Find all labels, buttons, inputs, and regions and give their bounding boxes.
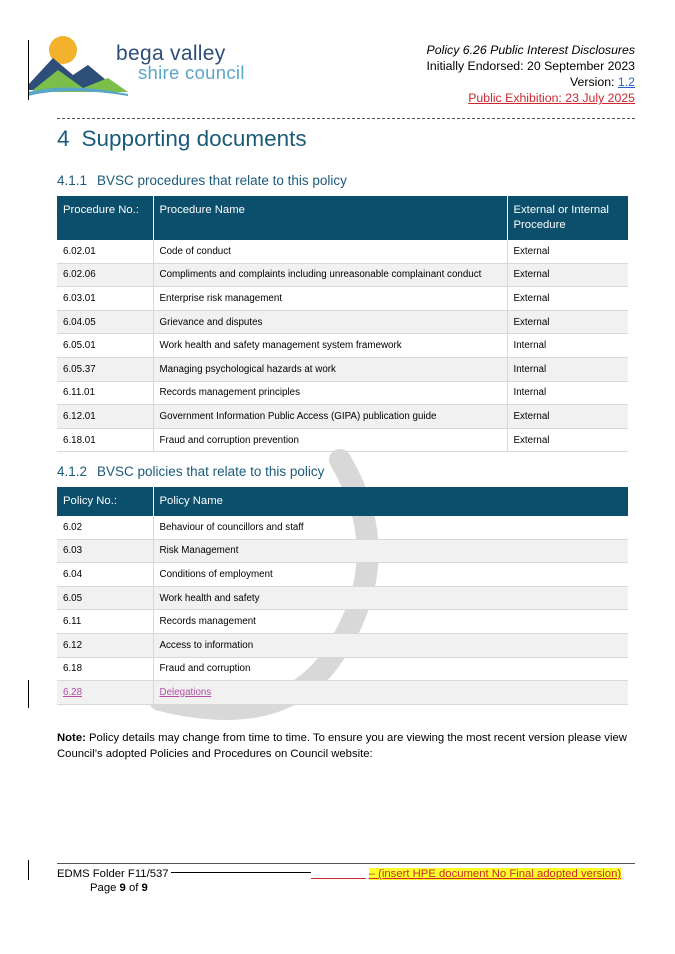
cell-no: 6.02.06: [57, 263, 153, 287]
table-row: [57, 633, 628, 657]
cell-name: Records management: [153, 610, 628, 634]
header-meta: [427, 42, 636, 106]
cell-name: Work health and safety management system framework: [153, 334, 507, 358]
policies-table: [57, 487, 628, 705]
page-current: 9: [119, 882, 126, 894]
cell-name: Behaviour of councillors and staff: [153, 516, 628, 539]
cell-type: External: [507, 310, 628, 334]
page-of: of: [125, 882, 142, 894]
procedures-title: BVSC procedures that relate to this policy: [97, 173, 347, 188]
cell-no: 6.03: [57, 539, 153, 563]
cell-type: External: [507, 240, 628, 263]
table-row: [57, 428, 628, 452]
cell-no: 6.18: [57, 657, 153, 681]
table-row: [57, 657, 628, 681]
section-heading: [57, 126, 307, 152]
cell-name: Fraud and corruption: [153, 657, 628, 681]
table-row-delegations[interactable]: [57, 681, 628, 705]
cell-type: External: [507, 405, 628, 429]
table-row: [57, 381, 628, 405]
table-row: [57, 610, 628, 634]
procedures-header-row: [57, 196, 628, 240]
page-number: [90, 882, 148, 894]
cell-type: Internal: [507, 357, 628, 381]
policies-heading: [57, 464, 324, 479]
footer-divider: [57, 863, 635, 864]
cell-type: Internal: [507, 381, 628, 405]
policies-number: 4.1.2: [57, 464, 88, 479]
note-text: Policy details may change from time to time. To ensure you are viewing the most recent version please view Council’s adopted Policies and Procedures on Council website:: [57, 732, 627, 760]
cell-no: 6.12.01: [57, 405, 153, 429]
col-policy-no: Policy No.:: [57, 487, 153, 516]
policies-title: BVSC policies that relate to this policy: [97, 464, 325, 479]
cell-no: 6.05.37: [57, 357, 153, 381]
note-label: Note:: [57, 732, 86, 744]
version-value: 1.2: [617, 75, 635, 89]
cell-name: Conditions of employment: [153, 563, 628, 587]
header-divider: [57, 118, 635, 119]
edms-folder: EDMS Folder F11/537: [57, 868, 169, 880]
cell-no: 6.18.01: [57, 428, 153, 452]
page-prefix: Page: [90, 882, 120, 894]
table-row: [57, 516, 628, 539]
cell-no: 6.11.01: [57, 381, 153, 405]
cell-no: 6.02: [57, 516, 153, 539]
logo-mountains-icon: [28, 30, 128, 110]
procedures-heading: [57, 173, 347, 188]
margin-change-bar: [28, 860, 29, 880]
margin-change-bar: [28, 680, 29, 708]
cell-type: External: [507, 287, 628, 311]
cell-no: 6.05.01: [57, 334, 153, 358]
procedures-table: [57, 196, 628, 452]
cell-name: Managing psychological hazards at work: [153, 357, 507, 381]
edms-blank-red: [311, 878, 366, 879]
page-total: 9: [141, 882, 148, 894]
table-row: [57, 263, 628, 287]
cell-type: External: [507, 428, 628, 452]
logo-line-1: bega valley: [116, 42, 226, 65]
cell-no-link[interactable]: 6.28: [57, 681, 153, 705]
col-policy-name: Policy Name: [153, 487, 628, 516]
cell-name: Enterprise risk management: [153, 287, 507, 311]
cell-name: Risk Management: [153, 539, 628, 563]
cell-name: Fraud and corruption prevention: [153, 428, 507, 452]
endorsed-date: Initially Endorsed: 20 September 2023: [426, 59, 635, 73]
table-row: [57, 586, 628, 610]
cell-name: Grievance and disputes: [153, 310, 507, 334]
cell-no: 6.02.01: [57, 240, 153, 263]
logo-line-2: shire council: [138, 62, 245, 83]
table-row: [57, 310, 628, 334]
table-row: [57, 405, 628, 429]
table-row: [57, 240, 628, 263]
edms-blank-line: [171, 872, 311, 873]
cell-no: 6.04.05: [57, 310, 153, 334]
table-row: [57, 334, 628, 358]
procedures-number: 4.1.1: [57, 173, 88, 188]
table-row: [57, 539, 628, 563]
footer-edms: [57, 867, 637, 882]
cell-name: Compliments and complaints including unreasonable complainant conduct: [153, 263, 507, 287]
cell-type: Internal: [507, 334, 628, 358]
margin-change-bar: [28, 40, 29, 100]
cell-name: Records management principles: [153, 381, 507, 405]
cell-name: Code of conduct: [153, 240, 507, 263]
cell-name-link[interactable]: Delegations: [153, 681, 628, 705]
table-row: [57, 563, 628, 587]
policies-header-row: [57, 487, 628, 516]
section-title: Supporting documents: [81, 126, 307, 151]
col-procedure-type: External or Internal Procedure: [507, 196, 628, 240]
version-line: [427, 74, 636, 90]
note-paragraph: [57, 730, 632, 762]
cell-no: 6.05: [57, 586, 153, 610]
edms-placeholder: – (insert HPE document No Final adopted version): [368, 868, 622, 880]
cell-no: 6.03.01: [57, 287, 153, 311]
cell-name: Government Information Public Access (GIPA) publication guide: [153, 405, 507, 429]
bvsc-logo: [28, 30, 258, 110]
table-row: [57, 287, 628, 311]
cell-no: 6.04: [57, 563, 153, 587]
table-row: [57, 357, 628, 381]
cell-type: External: [507, 263, 628, 287]
version-label: Version:: [570, 75, 618, 89]
cell-name: Access to information: [153, 633, 628, 657]
col-procedure-no: Procedure No.:: [57, 196, 153, 240]
cell-name: Work health and safety: [153, 586, 628, 610]
cell-no: 6.12: [57, 633, 153, 657]
public-exhibition: Public Exhibition: 23 July 2025: [468, 91, 635, 105]
col-procedure-name: Procedure Name: [153, 196, 507, 240]
policy-title: Policy 6.26 Public Interest Disclosures: [426, 43, 635, 57]
section-number: 4: [57, 126, 70, 151]
cell-no: 6.11: [57, 610, 153, 634]
